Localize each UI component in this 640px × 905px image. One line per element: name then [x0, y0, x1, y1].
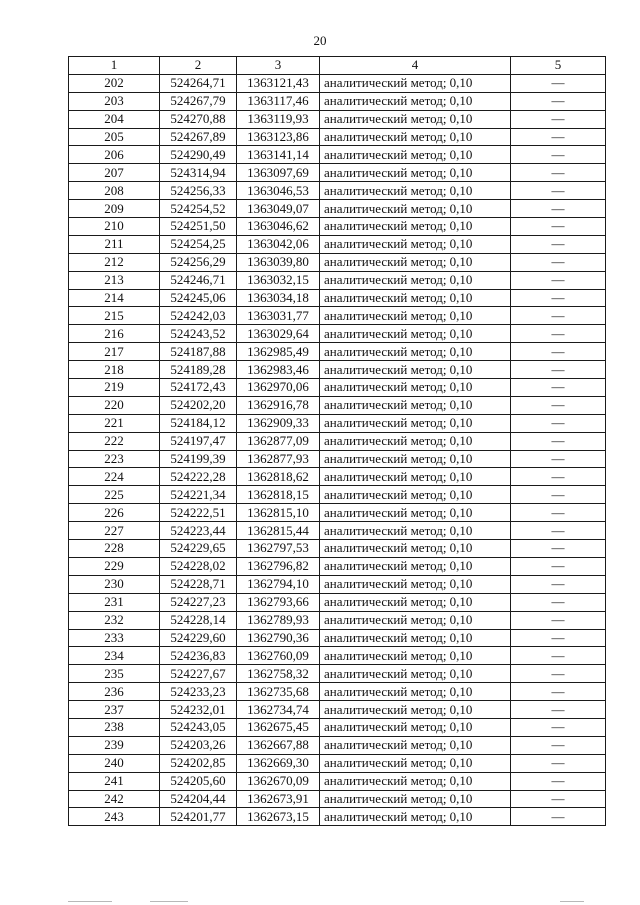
scan-footer-marks [0, 899, 640, 905]
method-accuracy-cell: аналитический метод; 0,10 [320, 289, 511, 307]
x-coordinate-cell: 524229,60 [160, 629, 237, 647]
point-number-cell: 207 [69, 164, 160, 182]
note-cell: — [511, 754, 606, 772]
note-cell: — [511, 647, 606, 665]
y-coordinate-cell: 1362985,49 [237, 343, 320, 361]
table-row [69, 343, 606, 361]
method-accuracy-cell: аналитический метод; 0,10 [320, 146, 511, 164]
x-coordinate-cell: 524236,83 [160, 647, 237, 665]
point-number-cell: 216 [69, 325, 160, 343]
table-row [69, 325, 606, 343]
x-coordinate-cell: 524204,44 [160, 790, 237, 808]
point-number-cell: 227 [69, 522, 160, 540]
table-row [69, 540, 606, 558]
note-cell: — [511, 486, 606, 504]
method-accuracy-cell: аналитический метод; 0,10 [320, 182, 511, 200]
x-coordinate-cell: 524201,77 [160, 808, 237, 826]
x-coordinate-cell: 524227,23 [160, 593, 237, 611]
note-cell: — [511, 325, 606, 343]
method-accuracy-cell: аналитический метод; 0,10 [320, 629, 511, 647]
point-number-cell: 231 [69, 593, 160, 611]
method-accuracy-cell: аналитический метод; 0,10 [320, 593, 511, 611]
method-accuracy-cell: аналитический метод; 0,10 [320, 110, 511, 128]
table-row [69, 611, 606, 629]
y-coordinate-cell: 1362667,88 [237, 736, 320, 754]
method-accuracy-cell: аналитический метод; 0,10 [320, 665, 511, 683]
note-cell: — [511, 629, 606, 647]
table-row [69, 808, 606, 826]
x-coordinate-cell: 524203,26 [160, 736, 237, 754]
table-row [69, 110, 606, 128]
point-number-cell: 240 [69, 754, 160, 772]
method-accuracy-cell: аналитический метод; 0,10 [320, 414, 511, 432]
note-cell: — [511, 253, 606, 271]
method-accuracy-cell: аналитический метод; 0,10 [320, 611, 511, 629]
point-number-cell: 237 [69, 701, 160, 719]
method-accuracy-cell: аналитический метод; 0,10 [320, 379, 511, 397]
y-coordinate-cell: 1363046,53 [237, 182, 320, 200]
method-accuracy-cell: аналитический метод; 0,10 [320, 74, 511, 92]
note-cell: — [511, 146, 606, 164]
note-cell: — [511, 468, 606, 486]
point-number-cell: 243 [69, 808, 160, 826]
x-coordinate-cell: 524184,12 [160, 414, 237, 432]
x-coordinate-cell: 524189,28 [160, 361, 237, 379]
x-coordinate-cell: 524172,43 [160, 379, 237, 397]
method-accuracy-cell: аналитический метод; 0,10 [320, 557, 511, 575]
x-coordinate-cell: 524228,14 [160, 611, 237, 629]
y-coordinate-cell: 1363042,06 [237, 235, 320, 253]
y-coordinate-cell: 1362789,93 [237, 611, 320, 629]
x-coordinate-cell: 524205,60 [160, 772, 237, 790]
note-cell: — [511, 218, 606, 236]
x-coordinate-cell: 524223,44 [160, 522, 237, 540]
point-number-cell: 222 [69, 432, 160, 450]
point-number-cell: 241 [69, 772, 160, 790]
x-coordinate-cell: 524202,85 [160, 754, 237, 772]
x-coordinate-cell: 524228,71 [160, 575, 237, 593]
table-row [69, 522, 606, 540]
x-coordinate-cell: 524222,51 [160, 504, 237, 522]
y-coordinate-cell: 1362760,09 [237, 647, 320, 665]
y-coordinate-cell: 1362818,15 [237, 486, 320, 504]
table-row [69, 146, 606, 164]
y-coordinate-cell: 1363141,14 [237, 146, 320, 164]
y-coordinate-cell: 1362673,91 [237, 790, 320, 808]
header-col-5: 5 [511, 57, 606, 75]
table-header [69, 57, 606, 75]
note-cell: — [511, 701, 606, 719]
point-number-cell: 212 [69, 253, 160, 271]
y-coordinate-cell: 1363029,64 [237, 325, 320, 343]
method-accuracy-cell: аналитический метод; 0,10 [320, 486, 511, 504]
x-coordinate-cell: 524199,39 [160, 450, 237, 468]
x-coordinate-cell: 524243,52 [160, 325, 237, 343]
table-row [69, 307, 606, 325]
note-cell: — [511, 182, 606, 200]
note-cell: — [511, 450, 606, 468]
x-coordinate-cell: 524246,71 [160, 271, 237, 289]
note-cell: — [511, 164, 606, 182]
note-cell: — [511, 396, 606, 414]
table-row [69, 557, 606, 575]
method-accuracy-cell: аналитический метод; 0,10 [320, 540, 511, 558]
note-cell: — [511, 92, 606, 110]
point-number-cell: 229 [69, 557, 160, 575]
y-coordinate-cell: 1363097,69 [237, 164, 320, 182]
method-accuracy-cell: аналитический метод; 0,10 [320, 808, 511, 826]
table-row [69, 92, 606, 110]
point-number-cell: 239 [69, 736, 160, 754]
table-row [69, 736, 606, 754]
point-number-cell: 204 [69, 110, 160, 128]
x-coordinate-cell: 524229,65 [160, 540, 237, 558]
table-row [69, 754, 606, 772]
y-coordinate-cell: 1362758,32 [237, 665, 320, 683]
method-accuracy-cell: аналитический метод; 0,10 [320, 200, 511, 218]
note-cell: — [511, 718, 606, 736]
table-row [69, 629, 606, 647]
y-coordinate-cell: 1362675,45 [237, 718, 320, 736]
x-coordinate-cell: 524314,94 [160, 164, 237, 182]
note-cell: — [511, 790, 606, 808]
note-cell: — [511, 557, 606, 575]
method-accuracy-cell: аналитический метод; 0,10 [320, 575, 511, 593]
point-number-cell: 224 [69, 468, 160, 486]
table-row [69, 164, 606, 182]
method-accuracy-cell: аналитический метод; 0,10 [320, 772, 511, 790]
x-coordinate-cell: 524251,50 [160, 218, 237, 236]
note-cell: — [511, 432, 606, 450]
method-accuracy-cell: аналитический метод; 0,10 [320, 164, 511, 182]
method-accuracy-cell: аналитический метод; 0,10 [320, 235, 511, 253]
point-number-cell: 210 [69, 218, 160, 236]
method-accuracy-cell: аналитический метод; 0,10 [320, 790, 511, 808]
note-cell: — [511, 808, 606, 826]
table-row [69, 468, 606, 486]
table-row [69, 74, 606, 92]
x-coordinate-cell: 524270,88 [160, 110, 237, 128]
method-accuracy-cell: аналитический метод; 0,10 [320, 504, 511, 522]
note-cell: — [511, 343, 606, 361]
note-cell: — [511, 271, 606, 289]
x-coordinate-cell: 524187,88 [160, 343, 237, 361]
note-cell: — [511, 74, 606, 92]
table-row [69, 718, 606, 736]
method-accuracy-cell: аналитический метод; 0,10 [320, 92, 511, 110]
y-coordinate-cell: 1362916,78 [237, 396, 320, 414]
point-number-cell: 208 [69, 182, 160, 200]
x-coordinate-cell: 524254,52 [160, 200, 237, 218]
y-coordinate-cell: 1363049,07 [237, 200, 320, 218]
table-row [69, 575, 606, 593]
y-coordinate-cell: 1362877,93 [237, 450, 320, 468]
point-number-cell: 220 [69, 396, 160, 414]
header-col-2: 2 [160, 57, 237, 75]
point-number-cell: 232 [69, 611, 160, 629]
y-coordinate-cell: 1362794,10 [237, 575, 320, 593]
point-number-cell: 242 [69, 790, 160, 808]
y-coordinate-cell: 1363034,18 [237, 289, 320, 307]
table-row [69, 683, 606, 701]
y-coordinate-cell: 1362815,10 [237, 504, 320, 522]
y-coordinate-cell: 1362983,46 [237, 361, 320, 379]
point-number-cell: 213 [69, 271, 160, 289]
point-number-cell: 226 [69, 504, 160, 522]
method-accuracy-cell: аналитический метод; 0,10 [320, 432, 511, 450]
x-coordinate-cell: 524254,25 [160, 235, 237, 253]
point-number-cell: 209 [69, 200, 160, 218]
point-number-cell: 225 [69, 486, 160, 504]
note-cell: — [511, 235, 606, 253]
y-coordinate-cell: 1362673,15 [237, 808, 320, 826]
table-row [69, 486, 606, 504]
table-row [69, 200, 606, 218]
y-coordinate-cell: 1362796,82 [237, 557, 320, 575]
table-row [69, 432, 606, 450]
x-coordinate-cell: 524267,79 [160, 92, 237, 110]
note-cell: — [511, 289, 606, 307]
method-accuracy-cell: аналитический метод; 0,10 [320, 396, 511, 414]
table-row [69, 235, 606, 253]
x-coordinate-cell: 524290,49 [160, 146, 237, 164]
note-cell: — [511, 665, 606, 683]
point-number-cell: 219 [69, 379, 160, 397]
note-cell: — [511, 361, 606, 379]
note-cell: — [511, 128, 606, 146]
y-coordinate-cell: 1362669,30 [237, 754, 320, 772]
point-number-cell: 234 [69, 647, 160, 665]
note-cell: — [511, 736, 606, 754]
y-coordinate-cell: 1363121,43 [237, 74, 320, 92]
table-row [69, 772, 606, 790]
x-coordinate-cell: 524267,89 [160, 128, 237, 146]
method-accuracy-cell: аналитический метод; 0,10 [320, 701, 511, 719]
note-cell: — [511, 414, 606, 432]
method-accuracy-cell: аналитический метод; 0,10 [320, 468, 511, 486]
table-row [69, 593, 606, 611]
table-row [69, 414, 606, 432]
point-number-cell: 211 [69, 235, 160, 253]
y-coordinate-cell: 1362793,66 [237, 593, 320, 611]
x-coordinate-cell: 524256,29 [160, 253, 237, 271]
table-row [69, 665, 606, 683]
x-coordinate-cell: 524228,02 [160, 557, 237, 575]
table-row [69, 504, 606, 522]
y-coordinate-cell: 1362797,53 [237, 540, 320, 558]
method-accuracy-cell: аналитический метод; 0,10 [320, 736, 511, 754]
point-number-cell: 202 [69, 74, 160, 92]
coordinates-table [68, 56, 606, 826]
point-number-cell: 214 [69, 289, 160, 307]
method-accuracy-cell: аналитический метод; 0,10 [320, 450, 511, 468]
x-coordinate-cell: 524243,05 [160, 718, 237, 736]
x-coordinate-cell: 524222,28 [160, 468, 237, 486]
point-number-cell: 233 [69, 629, 160, 647]
point-number-cell: 218 [69, 361, 160, 379]
x-coordinate-cell: 524242,03 [160, 307, 237, 325]
note-cell: — [511, 379, 606, 397]
y-coordinate-cell: 1363032,15 [237, 271, 320, 289]
point-number-cell: 203 [69, 92, 160, 110]
method-accuracy-cell: аналитический метод; 0,10 [320, 307, 511, 325]
table-row [69, 271, 606, 289]
y-coordinate-cell: 1363123,86 [237, 128, 320, 146]
method-accuracy-cell: аналитический метод; 0,10 [320, 361, 511, 379]
point-number-cell: 238 [69, 718, 160, 736]
table-body [69, 74, 606, 825]
note-cell: — [511, 110, 606, 128]
table-row [69, 289, 606, 307]
point-number-cell: 215 [69, 307, 160, 325]
y-coordinate-cell: 1363031,77 [237, 307, 320, 325]
header-col-3: 3 [237, 57, 320, 75]
header-col-4: 4 [320, 57, 511, 75]
method-accuracy-cell: аналитический метод; 0,10 [320, 325, 511, 343]
y-coordinate-cell: 1362909,33 [237, 414, 320, 432]
table-row [69, 128, 606, 146]
method-accuracy-cell: аналитический метод; 0,10 [320, 522, 511, 540]
header-row [69, 57, 606, 75]
method-accuracy-cell: аналитический метод; 0,10 [320, 253, 511, 271]
y-coordinate-cell: 1363119,93 [237, 110, 320, 128]
table-row [69, 361, 606, 379]
note-cell: — [511, 522, 606, 540]
y-coordinate-cell: 1362735,68 [237, 683, 320, 701]
table-row [69, 647, 606, 665]
y-coordinate-cell: 1362790,36 [237, 629, 320, 647]
method-accuracy-cell: аналитический метод; 0,10 [320, 218, 511, 236]
table-row [69, 253, 606, 271]
y-coordinate-cell: 1363039,80 [237, 253, 320, 271]
x-coordinate-cell: 524221,34 [160, 486, 237, 504]
note-cell: — [511, 504, 606, 522]
note-cell: — [511, 772, 606, 790]
point-number-cell: 223 [69, 450, 160, 468]
note-cell: — [511, 611, 606, 629]
x-coordinate-cell: 524245,06 [160, 289, 237, 307]
y-coordinate-cell: 1362877,09 [237, 432, 320, 450]
x-coordinate-cell: 524233,23 [160, 683, 237, 701]
point-number-cell: 217 [69, 343, 160, 361]
y-coordinate-cell: 1362970,06 [237, 379, 320, 397]
note-cell: — [511, 683, 606, 701]
x-coordinate-cell: 524232,01 [160, 701, 237, 719]
point-number-cell: 228 [69, 540, 160, 558]
point-number-cell: 235 [69, 665, 160, 683]
table-row [69, 701, 606, 719]
x-coordinate-cell: 524256,33 [160, 182, 237, 200]
x-coordinate-cell: 524202,20 [160, 396, 237, 414]
header-col-1: 1 [69, 57, 160, 75]
method-accuracy-cell: аналитический метод; 0,10 [320, 683, 511, 701]
method-accuracy-cell: аналитический метод; 0,10 [320, 718, 511, 736]
table-row [69, 396, 606, 414]
note-cell: — [511, 307, 606, 325]
y-coordinate-cell: 1362818,62 [237, 468, 320, 486]
y-coordinate-cell: 1363046,62 [237, 218, 320, 236]
y-coordinate-cell: 1363117,46 [237, 92, 320, 110]
point-number-cell: 205 [69, 128, 160, 146]
method-accuracy-cell: аналитический метод; 0,10 [320, 647, 511, 665]
page-number: 20 [313, 33, 327, 48]
point-number-cell: 230 [69, 575, 160, 593]
table-row [69, 218, 606, 236]
table-row [69, 379, 606, 397]
method-accuracy-cell: аналитический метод; 0,10 [320, 343, 511, 361]
note-cell: — [511, 540, 606, 558]
method-accuracy-cell: аналитический метод; 0,10 [320, 128, 511, 146]
point-number-cell: 221 [69, 414, 160, 432]
point-number-cell: 236 [69, 683, 160, 701]
y-coordinate-cell: 1362670,09 [237, 772, 320, 790]
note-cell: — [511, 575, 606, 593]
point-number-cell: 206 [69, 146, 160, 164]
y-coordinate-cell: 1362734,74 [237, 701, 320, 719]
note-cell: — [511, 200, 606, 218]
note-cell: — [511, 593, 606, 611]
table-row [69, 182, 606, 200]
x-coordinate-cell: 524227,67 [160, 665, 237, 683]
x-coordinate-cell: 524197,47 [160, 432, 237, 450]
table-row [69, 790, 606, 808]
table-row [69, 450, 606, 468]
method-accuracy-cell: аналитический метод; 0,10 [320, 754, 511, 772]
x-coordinate-cell: 524264,71 [160, 74, 237, 92]
method-accuracy-cell: аналитический метод; 0,10 [320, 271, 511, 289]
y-coordinate-cell: 1362815,44 [237, 522, 320, 540]
